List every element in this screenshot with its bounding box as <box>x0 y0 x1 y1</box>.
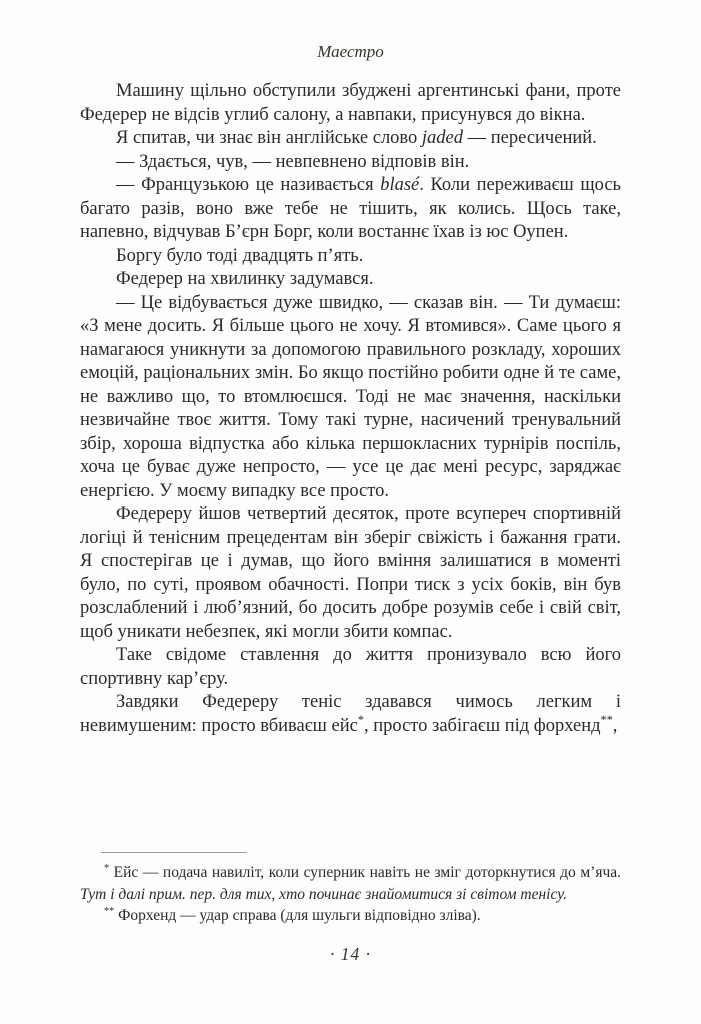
text-segment: blasé <box>380 175 420 195</box>
paragraph <box>80 80 621 127</box>
text-segment: Завдяки Федереру теніс здавався чимось легким і невимушеним: просто вбиваєш ейс <box>80 692 621 736</box>
text-segment: — пересичений. <box>463 128 597 148</box>
paragraph <box>80 174 621 245</box>
footnote-marker: * <box>357 712 364 727</box>
text-segment: Тут і далі прим. пер. для тих, хто починає знайомитися зі світом тенісу. <box>80 885 568 903</box>
footnotes <box>80 862 621 927</box>
text-segment: — Здається, чув, — невпевнено відповів він. <box>116 151 470 172</box>
text-segment: Таке свідоме ставлення до життя пронизувало всю його спортивну кар’єру. <box>80 645 621 689</box>
footnote-marker: * <box>104 862 110 874</box>
paragraph <box>80 691 621 738</box>
text-segment: Федереру йшов четвертий десяток, проте всупереч спортивній логіці й тенісним прецедентам він зберіг свіжість і бажання грати. Я спостерігав це і думав, що його вміння залишатися в моменті було, по суті, проявом обачності. Попри тиск з усіх боків, він був розслаблений і люб’язний, бо досить добре розумів себе і свій світ, щоб уникати небезпек, які могли збити компас. <box>80 504 621 642</box>
text-segment: — Французькою це називається <box>116 175 381 195</box>
footnote <box>80 862 621 905</box>
paragraph <box>80 268 621 292</box>
text-segment: Ейс — подача навиліт, коли суперник навіть не зміг доторкнутися до м’яча. <box>109 864 621 881</box>
text-segment: Я спитав, чи знає він англійське слово <box>116 128 422 148</box>
text-segment: , просто забігаєш під форхенд <box>363 715 601 736</box>
footnote-marker: ** <box>104 905 115 917</box>
text-segment: jaded <box>421 128 464 148</box>
paragraph <box>80 151 621 175</box>
running-head: Маестро <box>317 42 384 61</box>
body-text <box>80 80 621 738</box>
paragraph <box>80 503 621 644</box>
paragraph <box>80 644 621 691</box>
paragraph <box>80 127 621 151</box>
text-segment: Форхенд — удар справа (для шульги відповідно зліва). <box>114 907 481 924</box>
paragraph <box>80 245 621 269</box>
text-segment: — Це відбувається дуже швидко, — сказав він. — Ти думаєш: «З мене досить. Я більше цього не хочу. Я втомився». Саме цього я намагаюся уникнути за допомогою правильного розкладу, хороших емоцій, раціональних змін. Бо якщо постійно робити одне й те саме, не важливо що, то втомлюєшся. Тоді не має значення, наскільки незвичайне твоє життя. Тому такі турне, насичений тренувальний збір, хороша відпустка або кілька першокласних турнірів поспіль, хоча це буває дуже непросто, — усе це дає мені ресурс, заряджає енергією. У моєму випадку все просто. <box>80 292 621 501</box>
footnote-rule <box>101 852 247 853</box>
text-segment: , <box>612 715 618 736</box>
paragraph <box>80 292 621 504</box>
page-number: · 14 · <box>330 944 371 964</box>
footnote-marker: ** <box>600 712 613 727</box>
text-segment: Машину щільно обступили збуджені аргентинські фани, проте Федерер не відсів углиб салону, а навпаки, присунувся до вікна. <box>80 81 621 125</box>
footnote <box>80 905 621 927</box>
text-segment: . Коли переживаєш щось багато разів, воно вже тебе не тішить, як колись. Щось таке, напевно, відчував Б’єрн Борг, коли востаннє їхав із юс Оупен. <box>80 175 621 242</box>
text-segment: Боргу було тоді двадцять п’ять. <box>116 245 364 266</box>
text-segment: Федерер на хвилинку задумався. <box>116 269 374 289</box>
